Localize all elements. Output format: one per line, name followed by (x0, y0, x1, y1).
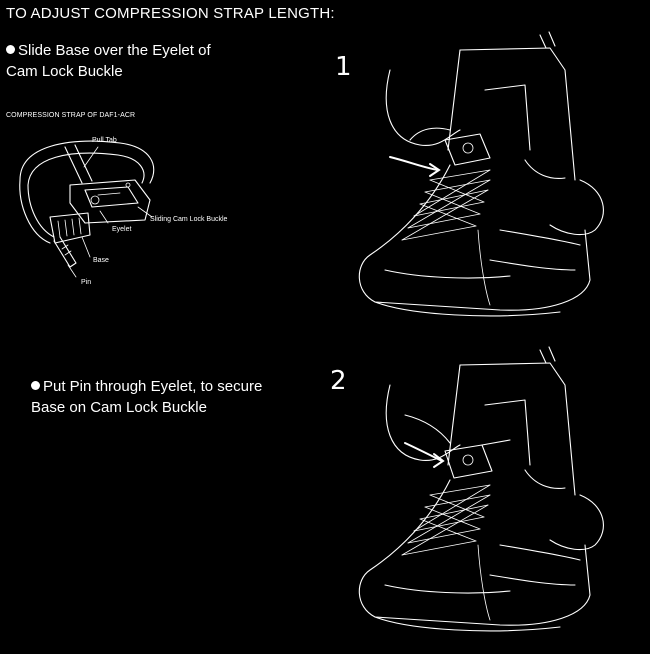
step-2-text-line2: Base on Cam Lock Buckle (31, 399, 207, 416)
step-2-number: 2 (330, 366, 347, 396)
label-sliding-cam-lock-buckle: Sliding Cam Lock Buckle (150, 216, 228, 223)
bullet-icon (6, 45, 15, 54)
bullet-icon (31, 381, 40, 390)
label-base: Base (93, 257, 109, 264)
diagram-title: COMPRESSION STRAP OF DAF1-ACR (6, 112, 136, 119)
step-1-instruction (6, 40, 256, 82)
step-2-boot-illustration (350, 345, 640, 645)
step-1-text-line1: Slide Base over the Eyelet of (18, 42, 211, 59)
step-1-boot-illustration (350, 30, 640, 340)
label-eyelet: Eyelet (112, 226, 132, 233)
compression-strap-diagram (10, 125, 250, 295)
label-pin: Pin (81, 279, 92, 286)
step-1-number: 1 (335, 52, 352, 82)
instructions-title: TO ADJUST COMPRESSION STRAP LENGTH: (6, 5, 335, 22)
step-2-instruction (31, 376, 281, 418)
step-2-text-line1: Put Pin through Eyelet, to secure (43, 378, 263, 395)
step-1-text-line2: Cam Lock Buckle (6, 63, 123, 80)
label-pull-tab: Pull Tab (92, 137, 117, 144)
